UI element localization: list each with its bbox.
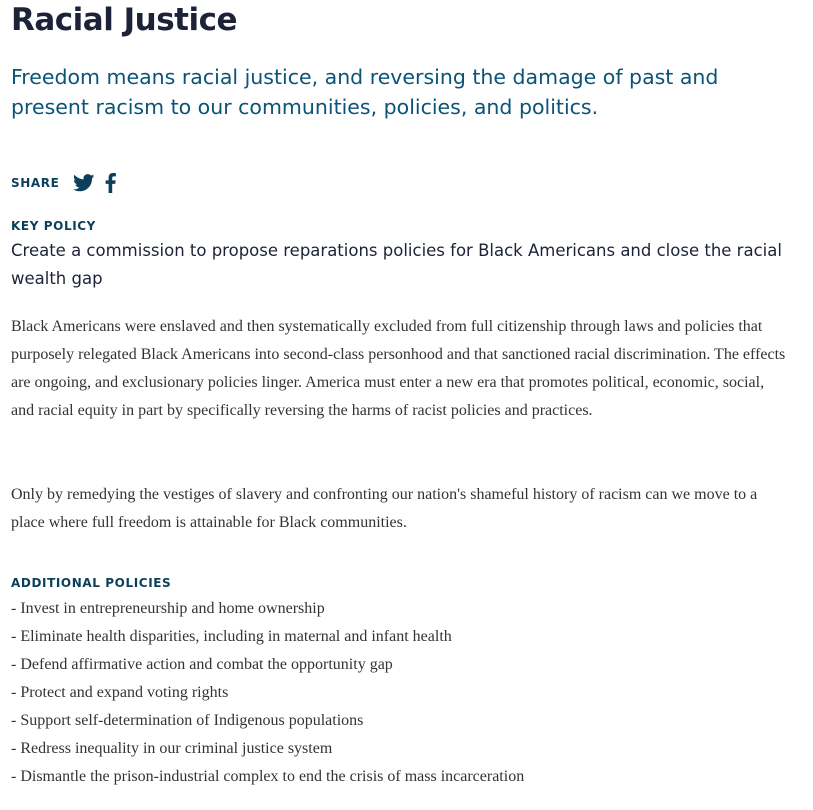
twitter-icon[interactable] xyxy=(73,174,95,192)
page-subtitle: Freedom means racial justice, and reversing the damage of past and present racism to our communities, policies, and politics. xyxy=(11,65,719,119)
list-item: - Eliminate health disparities, including in maternal and infant health xyxy=(11,628,452,645)
share-label: SHARE xyxy=(11,176,60,190)
key-policy-label: KEY POLICY xyxy=(11,219,96,233)
page-title: Racial Justice xyxy=(11,2,238,38)
list-item: - Invest in entrepreneurship and home ownership xyxy=(11,600,325,617)
list-item: - Protect and expand voting rights xyxy=(11,684,229,701)
key-policy-paragraph: Black Americans were enslaved and then systematically excluded from full citizenship through laws and policies that purposely relegated Black Americans into second-class personhood and that sanctioned racial discrimination. The effects are ongoing, and exclusionary policies linger. America must enter a new era that promotes political, economic, social, and racial equity in part by specifically reversing the harms of racist policies and practices. xyxy=(11,318,786,419)
list-item: - Dismantle the prison-industrial complex to end the crisis of mass incarceration xyxy=(11,768,525,785)
additional-policies-label: ADDITIONAL POLICIES xyxy=(11,576,172,590)
key-policy-paragraph: Only by remedying the vestiges of slavery and confronting our nation's shameful history of racism can we move to a place where full freedom is attainable for Black communities. xyxy=(11,486,758,531)
list-item: - Redress inequality in our criminal justice system xyxy=(11,740,333,757)
key-policy-heading: Create a commission to propose reparations policies for Black Americans and close the racial wealth gap xyxy=(11,241,782,288)
list-item: - Defend affirmative action and combat the opportunity gap xyxy=(11,656,393,673)
list-item: - Support self-determination of Indigenous populations xyxy=(11,712,364,729)
facebook-icon[interactable] xyxy=(105,173,116,193)
share-bar xyxy=(11,172,116,194)
additional-policies-list xyxy=(11,595,524,791)
